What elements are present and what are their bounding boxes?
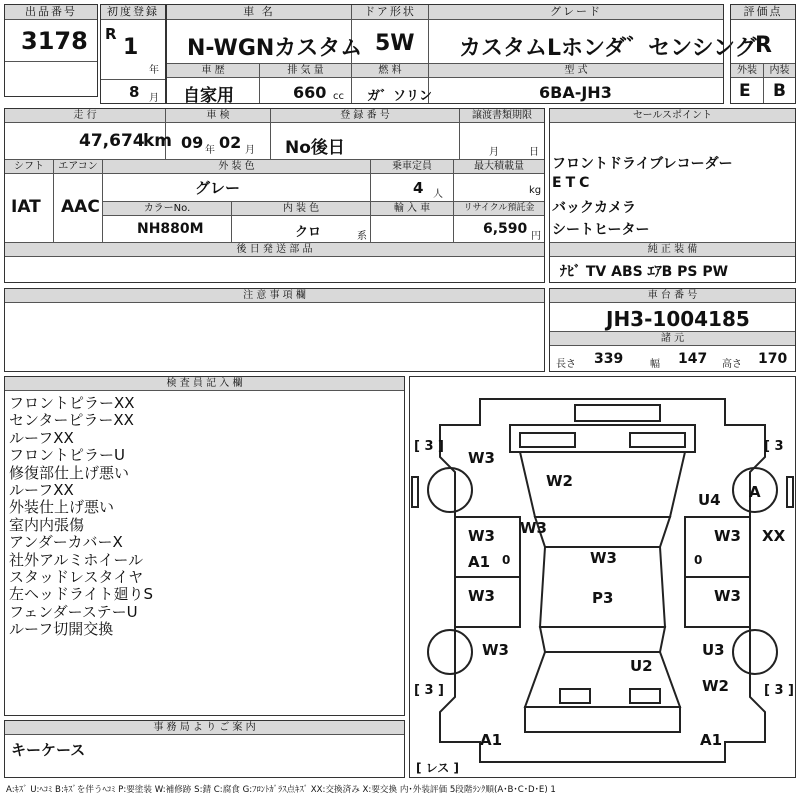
displacement: 660 — [293, 83, 327, 102]
spec-block — [4, 108, 545, 283]
reg-label: 初度登録 — [101, 5, 165, 20]
sales-item: シートヒーター — [552, 222, 650, 238]
int-grade: B — [773, 81, 786, 101]
office-text: キーケース — [11, 741, 86, 759]
equipment: ﾅﾋﾞ TV ABS ｴｱB PS PW — [560, 264, 729, 280]
score: R — [755, 33, 772, 58]
mark-spare-less: [ レス ] — [416, 761, 459, 775]
door-type: 5W — [375, 31, 415, 56]
transfer-month: 月 — [489, 147, 499, 158]
mark-right-panel: XX — [762, 527, 786, 545]
sales-label: セールスポイント — [550, 109, 795, 123]
inspector-line: 外装仕上げ悪い — [9, 498, 115, 517]
notes-block — [4, 288, 545, 372]
aircon: AAC — [61, 197, 100, 217]
inspector-line: 左ヘッドライト廻りS — [9, 585, 154, 604]
ext-grade: E — [739, 81, 751, 101]
colorno-label: カラーNo. — [103, 202, 231, 216]
capacity-unit: 人 — [433, 189, 443, 200]
office-label: 事 務 局 よ り ご 案 内 — [5, 721, 404, 735]
office-block — [4, 720, 405, 778]
inspector-comments — [9, 395, 153, 639]
capacity-label: 乗車定員 — [371, 160, 453, 174]
inspector-line: スタッドレスタイヤ — [9, 568, 144, 587]
transfer-label: 譲渡書類期限 — [460, 109, 544, 123]
month-unit: 月 — [149, 93, 159, 104]
car-name: N-WGNカスタム — [187, 36, 363, 61]
mark-roof-rear: P3 — [592, 589, 614, 607]
tread-front-left: [ 3 ] — [414, 439, 444, 454]
score-label: 評価点 — [731, 5, 795, 20]
inspector-label: 検 査 員 記 入 欄 — [5, 377, 404, 391]
model-label: 型 式 — [429, 64, 723, 78]
intcolor-label: 内 装 色 — [232, 202, 370, 216]
mark-hood: W2 — [546, 472, 573, 490]
reg-year: 1 — [123, 35, 139, 60]
reg-era: R — [105, 25, 117, 43]
inspect-label: 車 検 — [166, 109, 270, 123]
name-label: 車 名 — [167, 5, 351, 20]
inspector-line: センターピラーXX — [9, 411, 134, 430]
inspector-line: フロントピラーXX — [9, 394, 135, 412]
later-parts-label: 後 日 発 送 部 品 — [5, 243, 544, 257]
header-block — [4, 4, 98, 97]
mark-rear-right-quarter: U3 — [702, 641, 725, 659]
mark-front-left-fender: W3 — [468, 449, 495, 467]
reg-block — [100, 4, 166, 104]
disp-unit: cc — [333, 91, 344, 102]
color-number: NH880M — [137, 221, 204, 237]
ac-label: エアコン — [54, 160, 102, 174]
mark-rear-left-quarter: W3 — [482, 641, 509, 659]
load-unit: kg — [529, 185, 542, 196]
color: グレー — [195, 179, 241, 197]
capacity: 4 — [413, 179, 424, 197]
notes-label: 注 意 事 項 欄 — [5, 289, 544, 303]
length-label: 長さ — [556, 359, 576, 370]
width: 147 — [678, 351, 708, 367]
inspect-year: 09 — [181, 133, 204, 152]
inspector-line: フロントピラーU — [9, 446, 125, 465]
chassis-number: JH3-1004185 — [606, 307, 750, 331]
plate: No後日 — [285, 138, 345, 158]
lot-number: 3178 — [21, 27, 88, 55]
inspector-line: ルーフXX — [9, 428, 74, 447]
inspector-line: 修復部仕上げ悪い — [9, 463, 130, 482]
intcolor-unit: 系 — [357, 231, 367, 242]
inspector-line: フェンダーステーU — [9, 602, 138, 621]
mileage: 47,674 — [79, 131, 145, 151]
fuel: ガ゛ソリン — [367, 89, 433, 104]
disp-label: 排 気 量 — [260, 64, 351, 78]
mark-left-zero: 0 — [502, 553, 511, 567]
history: 自家用 — [183, 86, 234, 106]
mark-left-pillar: W3 — [520, 519, 547, 537]
plate-label: 登 録 番 号 — [271, 109, 459, 123]
mark-left-front-door: W3 — [468, 527, 495, 545]
transfer-day: 日 — [529, 147, 539, 158]
tread-rear-right: [ 3 ] — [764, 683, 794, 698]
shift-label: シフト — [5, 160, 53, 174]
shift: IAT — [11, 197, 41, 217]
width-label: 幅 — [650, 359, 660, 370]
lot-label: 出品番号 — [5, 5, 97, 20]
model-code: 6BA-JH3 — [539, 83, 612, 102]
door-label: ドア形状 — [352, 5, 428, 20]
damage-diagram — [409, 376, 796, 778]
mark-roof: W3 — [590, 549, 617, 567]
score-block — [730, 4, 796, 104]
recycle-unit: 円 — [531, 231, 541, 242]
mileage-unit: km — [143, 131, 173, 151]
inspect-year-unit: 年 — [205, 145, 215, 156]
history-label: 車 歴 — [167, 64, 259, 78]
sales-item: ETC — [552, 175, 594, 191]
mark-back-door: U2 — [630, 657, 653, 675]
mark-rear-bumper-right: A1 — [700, 731, 723, 749]
inspector-line: 室内内張傷 — [9, 515, 85, 534]
mark-right-rear-door: W3 — [714, 587, 741, 605]
mark-left-step: A1 — [468, 553, 491, 571]
mark-right-front-door: W3 — [714, 527, 741, 545]
year-unit: 年 — [149, 65, 159, 76]
height-label: 高さ — [722, 359, 742, 370]
inspector-line: 社外アルミホイール — [9, 550, 144, 569]
ext-label: 外装 — [731, 64, 763, 78]
height: 170 — [758, 351, 788, 367]
tread-rear-left: [ 3 ] — [414, 683, 444, 698]
grade-label: グレード — [429, 5, 723, 20]
recycle-label: リサイクル預託金 — [454, 202, 544, 216]
reg-month: 8 — [129, 83, 140, 101]
mileage-label: 走 行 — [5, 109, 165, 123]
interior-color: クロ — [295, 225, 322, 240]
mark-front-right-wheel: A — [749, 483, 761, 501]
inspector-line: アンダーカバーX — [9, 533, 123, 552]
import-label: 輸 入 車 — [371, 202, 453, 216]
recycle-fee: 6,590 — [483, 221, 528, 237]
sales-item: バックカメラ — [552, 200, 636, 216]
sales-block — [549, 108, 796, 283]
inspect-month: 02 — [219, 133, 242, 152]
equip-label: 純 正 装 備 — [550, 243, 795, 257]
dims-label: 諸 元 — [550, 331, 795, 346]
legend: A:ｷｽﾞ U:ﾍｺﾐ B:ｷｽﾞを伴うﾍｺﾐ P:要塗装 W:補修跡 S:錆 C:腐食 G:ﾌﾛﾝﾄｶﾞﾗｽ点ｷｽﾞ XX:交換済み X:要交換 内･外装評価 5段階ﾗﾝｸ順(A･B･C･D･E) 1 — [6, 785, 556, 795]
inspector-line: ルーフXX — [9, 481, 74, 500]
inspect-month-unit: 月 — [245, 145, 255, 156]
inspector-block — [4, 376, 405, 716]
mark-left-rear-door: W3 — [468, 587, 495, 605]
color-label: 外 装 色 — [103, 160, 370, 174]
mark-right-zero: 0 — [694, 553, 703, 567]
sales-item: フロントドライブレコーダー — [552, 156, 733, 172]
chassis-label: 車 台 番 号 — [550, 289, 795, 303]
fuel-label: 燃 料 — [352, 64, 428, 78]
chassis-block — [549, 288, 796, 372]
inspector-line: ルーフ切開交換 — [9, 620, 114, 639]
mark-front-right-fender: U4 — [698, 491, 721, 509]
grade: カスタムLホンダ゛センシング — [459, 36, 757, 61]
length: 339 — [594, 351, 624, 367]
mark-rear-right: W2 — [702, 677, 729, 695]
int-label: 内装 — [764, 64, 795, 78]
mark-rear-bumper-left: A1 — [480, 731, 503, 749]
load-label: 最大積載量 — [454, 160, 544, 174]
car-outline — [410, 377, 795, 777]
tread-front-right: [ 3 — [764, 439, 784, 454]
